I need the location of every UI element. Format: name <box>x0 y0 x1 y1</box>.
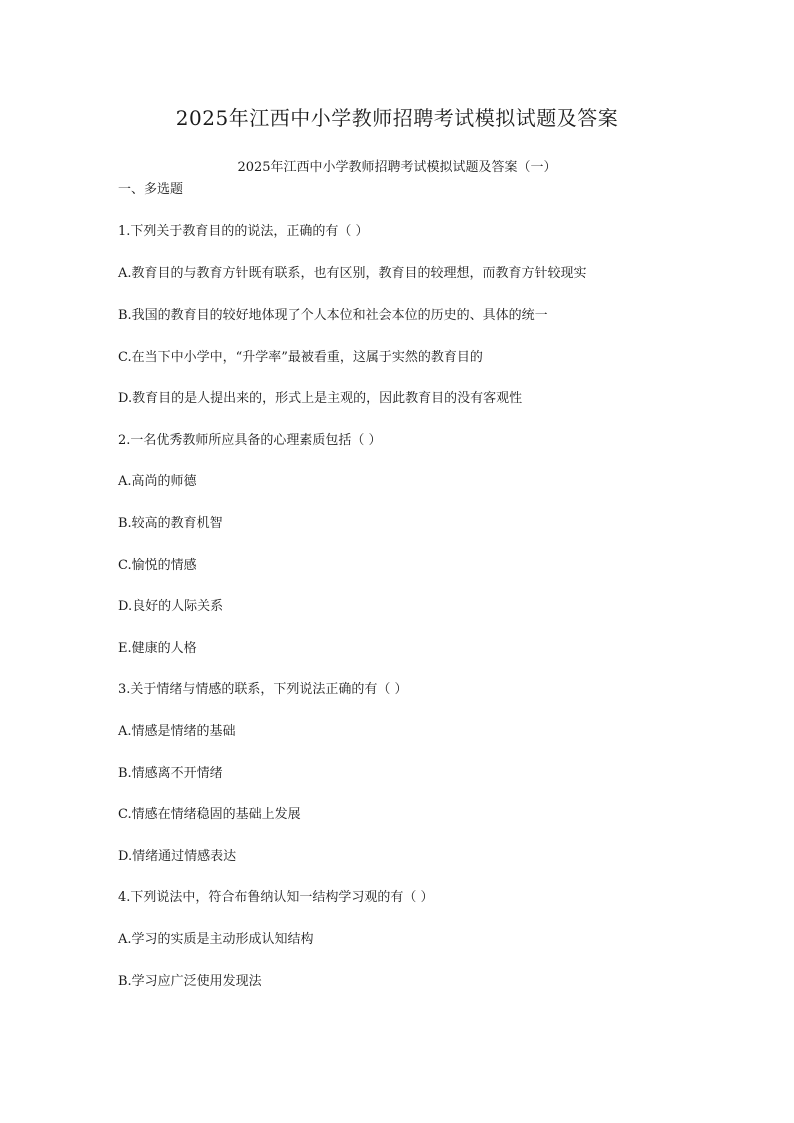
question-4-option-a: A.学习的实质是主动形成认知结构 <box>118 932 314 947</box>
question-2-option-c: C.愉悦的情感 <box>118 558 197 573</box>
question-4: 4.下列说法中，符合布鲁纳认知一结构学习观的有（ ） <box>118 890 434 905</box>
question-1-option-b: B.我国的教育目的较好地体现了个人本位和社会本位的历史的、具体的统一 <box>118 308 548 323</box>
question-3-option-a: A.情感是情绪的基础 <box>118 724 236 739</box>
section-heading: 一、多选题 <box>118 182 184 197</box>
question-2-option-b: B.较高的教育机智 <box>118 516 223 531</box>
document-subtitle: 2025年江西中小学教师招聘考试模拟试题及答案（一） <box>237 160 557 175</box>
question-3-option-d: D.情绪通过情感表达 <box>118 849 237 864</box>
question-3-option-c: C.情感在情绪稳固的基础上发展 <box>118 807 301 822</box>
question-2: 2.一名优秀教师所应具备的心理素质包括（ ） <box>118 433 382 448</box>
question-1-option-a: A.教育目的与教育方针既有联系，也有区别，教育目的较理想，而教育方针较现实 <box>118 266 587 281</box>
question-1-option-c: C.在当下中小学中，“升学率”最被看重，这属于实然的教育目的 <box>118 350 483 365</box>
question-3-option-b: B.情感离不开情绪 <box>118 766 223 781</box>
question-3: 3.关于情绪与情感的联系，下列说法正确的有（ ） <box>118 682 408 697</box>
question-2-option-a: A.高尚的师德 <box>118 474 197 489</box>
question-2-option-d: D.良好的人际关系 <box>118 599 224 614</box>
question-1: 1.下列关于教育目的的说法，正确的有（ ） <box>118 224 369 239</box>
document-title: 2025年江西中小学教师招聘考试模拟试题及答案 <box>175 106 619 130</box>
question-2-option-e: E.健康的人格 <box>118 641 197 656</box>
question-1-option-d: D.教育目的是人提出来的，形式上是主观的，因此教育目的没有客观性 <box>118 391 523 406</box>
question-4-option-b: B.学习应广泛使用发现法 <box>118 974 262 989</box>
